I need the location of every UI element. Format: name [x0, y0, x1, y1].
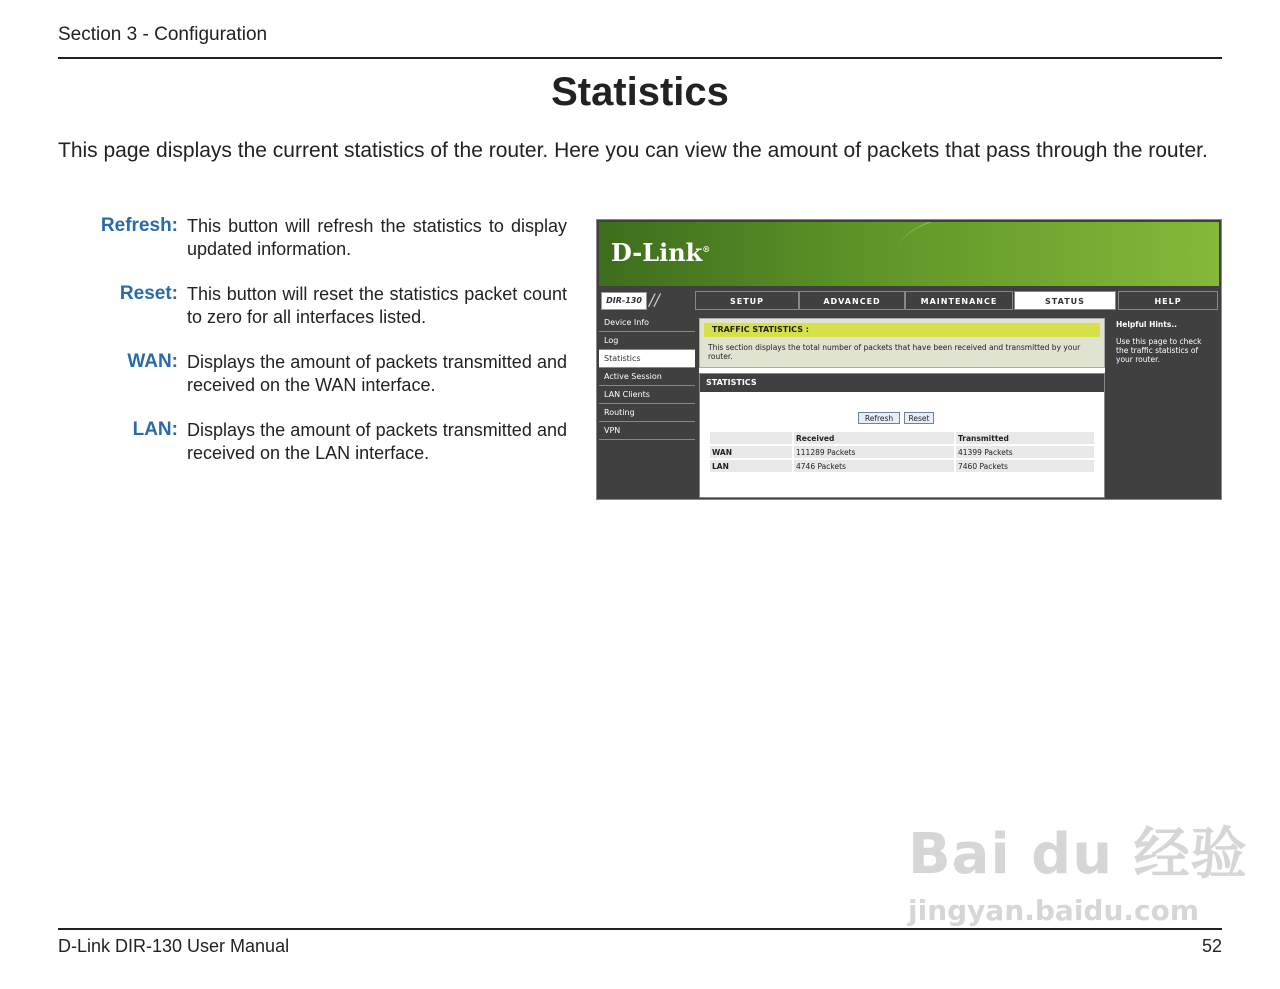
term-label: Refresh: [100, 215, 178, 236]
table-header [709, 431, 793, 445]
helpful-hints-panel [1111, 314, 1219, 499]
table-cell: 7460 Packets [955, 459, 1095, 473]
term-label: Reset: [119, 283, 178, 304]
router-sidebar [599, 314, 695, 499]
tab-setup[interactable]: SETUP [695, 291, 799, 310]
term-description: Displays the amount of packets transmitted and received on the WAN interface. [187, 352, 567, 395]
statistics-table [708, 430, 1096, 474]
reset-button[interactable]: Reset [904, 412, 934, 424]
model-badge: DIR-130 [601, 292, 647, 310]
table-cell: 111289 Packets [793, 445, 955, 459]
sidebar-item-log[interactable]: Log [599, 332, 695, 350]
watermark-brand: Bai du 经验 [908, 822, 1248, 887]
term-label: LAN: [132, 419, 178, 440]
statistics-title: STATISTICS [700, 374, 1104, 392]
traffic-stats-text: This section displays the total number of packets that have been received and transmitted by your router. [708, 343, 1081, 361]
hints-text: Use this page to check the traffic statistics of your router. [1116, 337, 1202, 364]
table-row [709, 445, 1095, 459]
tab-status[interactable]: STATUS [1014, 291, 1116, 310]
sidebar-item-device-info[interactable]: Device Info [599, 314, 695, 332]
section-header: Section 3 - Configuration [58, 24, 268, 45]
router-screenshot [596, 219, 1222, 500]
table-cell: LAN [709, 459, 793, 473]
sidebar-item-active-session[interactable]: Active Session [599, 368, 695, 386]
router-navbar [599, 290, 1219, 312]
table-header: Received [793, 431, 955, 445]
term-description: This button will refresh the statistics to display updated information. [187, 216, 567, 259]
term-description: Displays the amount of packets transmitted and received on the LAN interface. [187, 420, 567, 463]
baidu-watermark [908, 810, 1248, 927]
watermark-url: jingyan.baidu.com [908, 894, 1200, 927]
sidebar-item-routing[interactable]: Routing [599, 404, 695, 422]
tab-advanced[interactable]: ADVANCED [799, 291, 905, 310]
tab-maintenance[interactable]: MAINTENANCE [905, 291, 1013, 310]
top-rule [58, 57, 1222, 59]
tab-help[interactable]: HELP [1118, 291, 1218, 310]
sidebar-item-lan-clients[interactable]: LAN Clients [599, 386, 695, 404]
page-number: 52 [1201, 936, 1222, 956]
table-row [709, 459, 1095, 473]
traffic-stats-panel [699, 318, 1105, 368]
traffic-stats-title: TRAFFIC STATISTICS : [704, 323, 1100, 337]
footer-manual: D-Link DIR-130 User Manual [58, 936, 290, 956]
hints-title: Helpful Hints.. [1116, 320, 1178, 329]
term-description: This button will reset the statistics packet count to zero for all interfaces listed. [187, 284, 567, 327]
intro-paragraph: This page displays the current statistics of the router. Here you can view the amount of packets that pass through the router. [58, 139, 1208, 162]
refresh-button[interactable]: Refresh [858, 412, 900, 424]
bottom-rule [58, 928, 1222, 930]
term-label: WAN: [127, 351, 178, 372]
router-banner [599, 222, 1219, 286]
dlink-logo: D-Link® [611, 238, 711, 267]
page-title: Statistics [551, 70, 729, 114]
sidebar-item-vpn[interactable]: VPN [599, 422, 695, 440]
logo-text: D-Link [611, 238, 703, 267]
sidebar-item-statistics[interactable]: Statistics [599, 350, 695, 368]
statistics-panel [699, 373, 1105, 498]
table-cell: WAN [709, 445, 793, 459]
table-cell: 4746 Packets [793, 459, 955, 473]
router-main [699, 318, 1105, 498]
table-header: Transmitted [955, 431, 1095, 445]
table-header-row [709, 431, 1095, 445]
banner-swoosh [899, 222, 1219, 286]
table-cell: 41399 Packets [955, 445, 1095, 459]
slashes-decoration: // [649, 290, 660, 309]
